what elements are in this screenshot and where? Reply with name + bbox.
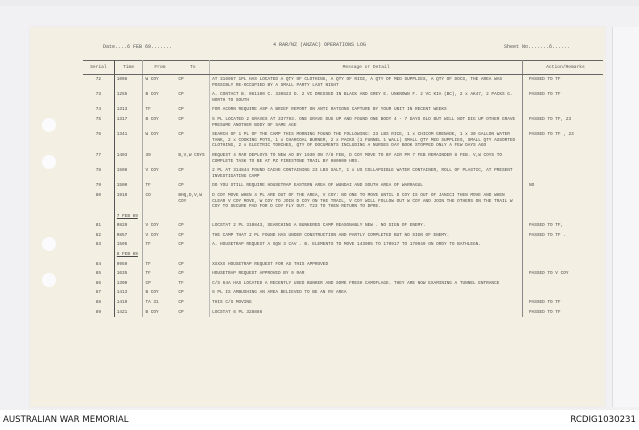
to-cell: CP	[176, 105, 209, 115]
from-cell: V COY	[145, 168, 159, 174]
time-cell: 1255	[114, 90, 143, 105]
message-cell: LOCSTAT 2 PL 310843, SEARCHING A BUNKERED CAMP REASONABLY NEW . NO SIGN OF ENEMY.	[210, 221, 523, 231]
message-cell: FOR ACORN REQUIRE ASP A BRIEF REPORT ON ANTI RATIONS CAPTURE BY YOUR UNIT IN RECENT WEEKS	[210, 105, 523, 115]
serial-cell: 78	[83, 166, 114, 181]
column-header-action: Action/Remarks	[522, 61, 603, 75]
table-row	[83, 75, 603, 91]
scanner-edge	[0, 0, 639, 6]
column-header-from: From	[143, 61, 176, 75]
serial-cell: 77	[83, 151, 114, 166]
table-row	[83, 260, 603, 270]
time-cell: 1508	[114, 166, 143, 181]
to-cell: TF	[176, 279, 209, 289]
action-cell	[522, 279, 603, 289]
action-cell: NO	[528, 183, 535, 189]
serial-cell: 84	[83, 260, 114, 270]
to-cell: CP	[176, 115, 209, 130]
message-cell: HOUSETRAP REQUEST APPROVED BY 9 RAR	[210, 269, 523, 279]
punch-hole-icon	[42, 273, 56, 287]
table-row	[83, 298, 603, 308]
action-cell	[522, 105, 603, 115]
time-cell: 0959	[114, 260, 143, 270]
time-cell: 1403	[114, 151, 143, 166]
serial-cell: 87	[83, 288, 114, 298]
from-cell: B COY	[145, 92, 159, 98]
action-cell: PASSED TO TF	[528, 300, 561, 306]
message-cell: A. HOUSETRAP REQUEST A SQN 3 CAV . B. ELEMENTS TO MOVE 143905 TO 170917 TO 170949 ON ORDY TO BATHLEGN.	[210, 240, 523, 250]
column-header-message: Message or Detail	[210, 61, 523, 75]
serial-cell: 82	[83, 231, 114, 241]
from-cell: B COY	[145, 309, 159, 315]
to-cell: CP	[176, 298, 209, 308]
message-cell: A. CONTACT B. 061100 C. 330823 D. 2 VC DRESSED IN BLACK AND GREY E. UNKNOWN F. 2 VC KIA (BC), 2 x AK47, 2 PACKS G. NORTH TO SOUTH	[210, 90, 523, 105]
scanner-margin	[612, 27, 639, 407]
time-cell: 1317	[114, 115, 143, 130]
time-cell: 1008	[114, 75, 143, 91]
message-cell: 5 PL LOCATED 2 GRAVES AT 337793. ONE GRAVE DUG UP AND FOUND ONE BODY 4 - 7 DAYS OLD BUT WILL NOT DIG UP OTHER GRAVE PRESUME ANOTHER BODY OF SAME AGE	[210, 115, 523, 130]
from-cell: W COY	[145, 132, 159, 138]
time-cell: 0857	[114, 231, 143, 241]
action-cell: PASSED TO TF	[528, 77, 561, 82]
action-cell	[522, 260, 603, 270]
time-cell: 1035	[114, 269, 143, 279]
time-cell: 1421	[114, 308, 143, 318]
table-header-row	[83, 61, 603, 75]
table-row	[83, 308, 603, 318]
document-date: Date....6 FEB 69.......	[103, 44, 173, 50]
to-cell: CP	[176, 166, 209, 181]
serial-cell: 72	[83, 75, 114, 91]
from-cell: B COY	[145, 290, 159, 296]
message-cell: D COY MOVE WHEN 4 PL ARE OUT OF THE AREA, V COY: NO ONE TO MOVE UNTIL D COY IS OUT OF JANICI THEN MOVE AND WHEN CLEAR V COY MOVE, W COY TO JOIN D COY ON THE TRAIL, V COY WILL FOLLOW OUT W COY AND JOIN THE OTHERS ON THE TRAIL W COY TO SECURE PAD FOR D COY FLY OUT. T23 TO THEN RETURN TO DPRE.	[210, 191, 523, 212]
time-cell: 0820	[114, 221, 143, 231]
table-row	[83, 105, 603, 115]
to-cell: CP	[176, 130, 209, 151]
action-cell	[522, 240, 603, 250]
table-row	[83, 221, 603, 231]
action-cell	[522, 288, 603, 298]
column-header-time: Time	[114, 61, 143, 75]
message-cell: DO YOU STILL REQUIRE HOUSETRAP EASTERN AREA OF WUNDAI AND SOUTH AREA OF WARRAGUL	[210, 181, 523, 191]
time-cell: 1419	[114, 298, 143, 308]
table-row	[83, 130, 603, 151]
date-divider-row	[83, 212, 603, 222]
table-body	[83, 75, 603, 318]
from-cell: V COY	[145, 232, 159, 238]
table-row	[83, 90, 603, 105]
to-cell: CP	[176, 181, 209, 191]
action-cell: PASSED TO TF .	[528, 232, 566, 238]
from-cell: TA 31	[145, 300, 159, 306]
to-cell: CP	[176, 75, 209, 91]
serial-cell: 80	[83, 191, 114, 212]
message-cell: THIS C/S MOVING	[210, 298, 523, 308]
serial-cell: 75	[83, 115, 114, 130]
from-cell: W COY	[145, 77, 159, 82]
institution-label: AUSTRALIAN WAR MEMORIAL	[3, 415, 129, 425]
message-cell: REQUEST 4 RAR DEPLOYS TO NEW AO BY 1930 ON 7/8 FEB, D COY MOVE TO BY AIR PM 7 FEB REMAINDER 8 FEB. V,W COYS TO COMPLETE TASK TO BE AT PZ FIRESTONE TRAIL BY 080900 HRS.	[210, 151, 523, 166]
table-row	[83, 166, 603, 181]
date-divider-row	[83, 250, 603, 260]
punch-hole-icon	[42, 237, 56, 251]
message-cell: LOCSTAT 6 PL 328886	[210, 308, 523, 318]
action-cell: PASSED TO TF , 23	[528, 132, 574, 138]
time-cell: 1341	[114, 130, 143, 151]
from-cell: B COY	[145, 116, 159, 122]
serial-cell: 89	[83, 308, 114, 318]
serial-cell: 76	[83, 130, 114, 151]
action-cell	[522, 191, 603, 212]
to-cell: CP	[176, 240, 209, 250]
action-cell: PASSED TO TF, 23	[528, 116, 572, 122]
from-cell: TF	[145, 107, 151, 113]
from-cell: TF	[145, 271, 151, 277]
column-header-serial: Serial	[83, 61, 114, 75]
date-divider: 7 FEB 69	[116, 213, 138, 219]
date-divider: 8 FEB 69	[116, 252, 138, 258]
time-cell: 1500	[114, 181, 143, 191]
table-row	[83, 279, 603, 289]
action-cell: PASSED TO TF,	[528, 223, 564, 229]
serial-cell: 86	[83, 279, 114, 289]
serial-cell: 81	[83, 221, 114, 231]
table-row	[83, 115, 603, 130]
table-row	[83, 151, 603, 166]
table-row	[83, 181, 603, 191]
to-cell: CP	[176, 308, 209, 318]
serial-cell: 74	[83, 105, 114, 115]
table-row	[83, 191, 603, 212]
time-cell: 1505	[114, 240, 143, 250]
to-cell: CP	[176, 231, 209, 241]
from-cell: CO	[145, 192, 151, 198]
footer-bar	[0, 410, 639, 430]
serial-cell: 79	[83, 181, 114, 191]
table-row	[83, 288, 603, 298]
to-cell: B,V,W COYS	[176, 151, 209, 166]
action-cell	[522, 166, 603, 181]
action-cell: PASSED TO TF	[528, 309, 561, 315]
time-cell: 1910	[114, 191, 143, 212]
message-cell: C/S 64A HAS LOCATED A RECENTLY USED BUNKER AND SOME FRESH CAMOFLAGE. THEY ARE NOW EXAMINING A TUNNEL ENTRANCE	[210, 279, 523, 289]
table-row	[83, 240, 603, 250]
message-cell: 2 PL AT 314844 FOUND CACHE CONTAINING 23 LBS SALT, 1 x US COLLAPSIBLE WATER CONTAINER, ROLL OF PLASTIC, AT PRESENT INVESTIGATING CAMP	[210, 166, 523, 181]
to-cell: CP	[176, 269, 209, 279]
to-cell: CP	[176, 260, 209, 270]
sheet-number: Sheet No.......6......	[504, 44, 571, 50]
from-cell: TF	[145, 183, 151, 189]
action-cell: PASSED TO V COY	[528, 271, 569, 277]
message-cell: THE CAMP THAT 2 PL FOUND HAS UNDER CONSTRUCTION AND PARTLY COMPLETED BUT NO SIGN OF ENEMY.	[210, 231, 523, 241]
punch-hole-icon	[42, 118, 56, 132]
from-cell: TF	[145, 261, 151, 267]
to-cell: CP	[176, 288, 209, 298]
time-cell: 1413	[114, 288, 143, 298]
from-cell: TF	[145, 242, 151, 248]
message-cell: SEARCH OF 1 PL OF THE CAMP THIS MORNING FOUND THE FOLLOWING: 23 LBS RICE, 1 x CHICOM GRENADE, 1 x 30 GALLON WATER TANK, 2 x COOKING POTS, 1 x CHARCOAL BURNER, 2 x PACKS (1 FUNNEL 1 WALL) SMALL QTY MED SUPPLIES, SMALL QTY ASSORTED CLOTHING, 2 x ELECTRIC TORCHES, QTY OF DOCUMENTS INCLUDING A NURSES DAY BOOK STOPPED ONLY A FEW DAYS AGO	[210, 130, 523, 151]
serial-cell: 85	[83, 269, 114, 279]
from-cell: CP	[145, 280, 151, 286]
punch-hole-icon	[42, 155, 56, 169]
record-id: RCDIG1030231	[570, 415, 636, 425]
from-cell: V COY	[145, 223, 159, 229]
time-cell: 1313	[114, 105, 143, 115]
to-cell: BHQ,D,V,W COY	[176, 191, 209, 212]
from-cell: 39	[145, 152, 151, 158]
action-cell: PASSED TO TF	[528, 92, 561, 98]
to-cell: CP	[176, 90, 209, 105]
message-cell: XXXXX HOUSETRAP REQUEST FOR AS THIS APPROVED	[210, 260, 523, 270]
action-cell	[522, 151, 603, 166]
message-cell: AT 316967 1PL HAS LOCATED A QTY OF CLOTHING, A QTY OF RICE, A QTY OF MED SUPPLIES, A QTY OF DOCS, THE AREA WAS POSSIBLY RE-OCCUPIED BY A SMALL PARTY LAST NIGHT	[210, 75, 523, 91]
table-row	[83, 269, 603, 279]
table-row	[83, 231, 603, 241]
column-header-to: To	[176, 61, 209, 75]
to-cell: CP	[176, 221, 209, 231]
message-cell: 6 PL IS AMBUSHING AN AREA BELIEVED TO BE AN RV AREA	[210, 288, 523, 298]
time-cell: 1300	[114, 279, 143, 289]
document-title: 4 RAR/NZ (ANZAC) OPERATIONS LOG	[272, 42, 366, 48]
operations-log-table	[83, 60, 603, 317]
serial-cell: 83	[83, 240, 114, 250]
serial-cell: 88	[83, 298, 114, 308]
serial-cell: 73	[83, 90, 114, 105]
